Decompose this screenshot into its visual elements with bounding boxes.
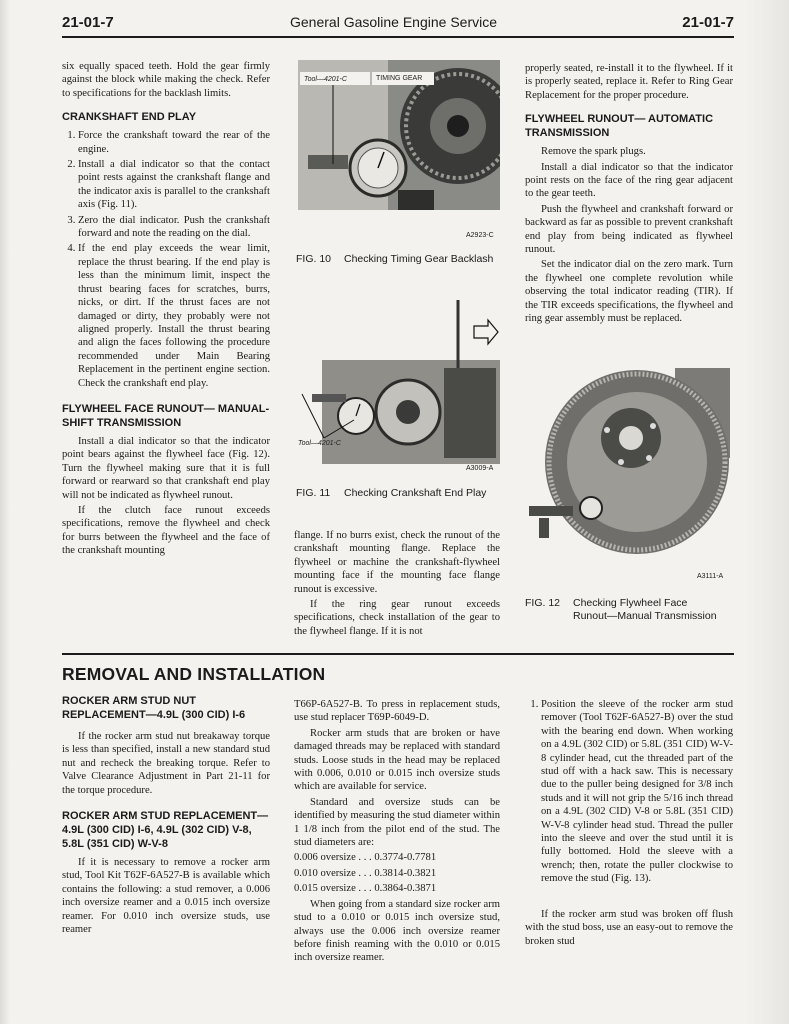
- fig11-title: Checking Crankshaft End Play: [344, 487, 487, 499]
- fig11-number: FIG. 11: [296, 487, 331, 499]
- column-1: [62, 60, 270, 560]
- fig10-code: A2923-C: [466, 232, 494, 239]
- fig10-caption: [296, 253, 506, 266]
- step-item: 2. Install a dial indicator so that the contact point rests against the crankshaft flange and the indicator axis is parallel to the crankshaft axis (Fig. 11).: [78, 158, 270, 212]
- removal-column-2: [294, 698, 500, 967]
- heading-flywheel-runout-auto: FLYWHEEL RUNOUT— AUTOMATIC TRANSMISSION: [525, 113, 714, 140]
- page-number-left: 21-01-7: [62, 14, 114, 31]
- paragraph: Set the indicator dial on the zero mark. Turn the flywheel one complete revolution while observing the total indicator reading (TIR). If the TIR exceeds specifications, the flywheel and ring gear assembly must be replaced.: [525, 259, 733, 325]
- column-2: [294, 529, 500, 640]
- page-left-shadow: [0, 0, 10, 1024]
- paragraph: Remove the spark plugs.: [541, 146, 646, 158]
- fig12-code: A3111-A: [697, 573, 724, 580]
- fig10-title: Checking Timing Gear Backlash: [344, 253, 494, 265]
- paragraph: Push the flywheel and crankshaft forward or backward as far as possible to prevent crankshaft end play from being indicated as flywheel runout.: [525, 203, 733, 256]
- heading-crankshaft-end-play: CRANKSHAFT END PLAY: [62, 111, 197, 124]
- page-right-shadow: [745, 0, 789, 1024]
- spec-line: 0.010 oversize . . . 0.3814-0.3821: [294, 867, 437, 879]
- column-3: [525, 62, 733, 328]
- paragraph: Standard and oversize studs can be identified by measuring the stud diameter within 1 1/8 inch from the pilot end of the stud. The stud diameters are:: [294, 796, 500, 849]
- step-item: 1. Force the crankshaft toward the rear of the engine.: [78, 129, 270, 156]
- spec-line: 0.015 oversize . . . 0.3864-0.3871: [294, 883, 437, 895]
- step-item: 1. Position the sleeve of the rocker arm stud remover (Tool T62F-6A527-B) over the stud with the bearing end down. When working on a 4.9L (302 CID) or 5.8L (351 CID) W-V-8 cylinder head, cut the threaded part of the stud off with a hack saw. This is necessary due to the puller being designed for 3/8 inch studs and it will not grip the 5/16 inch thread on a 4.9L (302 CID) V-8 or 5.8L (351 CID) W-V-8 cylinder head stud. Thread the puller into the sleeve and over the stud until it is fully bottomed. Hold the sleeve with a wrench; then, rotate the puller clockwise to remove the stud (Fig. 13).: [541, 698, 733, 886]
- fig10-number: FIG. 10: [296, 253, 332, 265]
- removal-column-3: [525, 698, 733, 950]
- paragraph: If the rocker arm stud was broken off flush with the stud boss, use an easy-out to remove the broken stud: [525, 908, 733, 947]
- paragraph: properly seated, re-install it to the flywheel. If it is properly seated, replace it. Refer to Ring Gear Replacement for the proper procedure.: [525, 63, 733, 101]
- fig12-title: Checking Flywheel Face Runout—Manual Transmission: [573, 597, 717, 622]
- section-heading-removal: REMOVAL AND INSTALLATION: [62, 664, 326, 684]
- fig11-caption: [296, 487, 506, 500]
- section-divider: [62, 653, 734, 655]
- fig12-flywheel-photo: [525, 368, 730, 566]
- heading-stud-replacement: ROCKER ARM STUD REPLACEMENT—4.9L (300 CID) I-6, 4.9L (302 CID) V-8, 5.8L (351 CID) W-V-8: [62, 810, 269, 851]
- paragraph: If the clutch face runout exceeds specifications, remove the flywheel and check for burrs between the flywheel and the face of the crankshaft mounting: [62, 504, 270, 557]
- removal-column-1: [62, 692, 270, 938]
- page-header: [62, 10, 734, 38]
- paragraph: Install a dial indicator so that the indicator point rests on the face of the ring gear adjacent to the gear teeth.: [525, 161, 733, 200]
- paragraph: T66P-6A527-B. To press in replacement studs, use stud replacer T69P-6049-D.: [294, 699, 500, 724]
- section-title: General Gasoline Engine Service: [290, 14, 498, 30]
- paragraph: If the ring gear runout exceeds specifications, check installation of the gear to the flywheel flange. If it is not: [294, 599, 500, 637]
- fig10-timing-gear-photo: [298, 60, 500, 220]
- fig10-gear-label: TIMING GEAR: [376, 75, 423, 82]
- page-number-right: 21-01-7: [682, 14, 734, 31]
- fig12-caption: [525, 597, 735, 623]
- paragraph: flange. If no burrs exist, check the runout of the crankshaft mounting flange. Replace the flywheel or machine the crankshaft-flywheel mounting face if the mounting face flange runout is excessive.: [294, 530, 500, 595]
- intro-paragraph: six equally spaced teeth. Hold the gear firmly against the block while making the check. Refer to specifications for the backlash limits.: [62, 61, 270, 99]
- paragraph: If the rocker arm stud nut breakaway torque is less than specified, install a new standard stud nut and recheck the breaking torque. Refer to Valve Clearance Adjustment in Part 21-11 for the torque procedure.: [62, 731, 270, 796]
- paragraph: Rocker arm studs that are broken or have damaged threads may be replaced with standard studs. Loose studs in the head may be replaced with 0.006, 0.010 or 0.015 inch oversize studs which are available for service.: [294, 727, 500, 793]
- fig11-code: A3009-A: [466, 465, 494, 472]
- fig11-tool-label: Tool—4201-C: [298, 440, 341, 447]
- paragraph: When going from a standard size rocker arm stud to a 0.010 or 0.015 inch oversize stud, always use the 0.006 inch oversize reamer before finish reaming with the 0.010 or 0.015 inch oversize reamer.: [294, 898, 500, 964]
- paragraph: If it is necessary to remove a rocker arm stud, Tool Kit T62F-6A527-B is available which contains the following: a stud remover, a 0.006 inch oversize reamer and a 0.015 inch oversize reamer. For 0.010 inch oversize studs, use reamer: [62, 857, 270, 936]
- paragraph: Install a dial indicator so that the indicator point bears against the flywheel face (Fig. 12). Turn the flywheel making sure that it is full forward or rearward so that crankshaft end play will not be indicated as flywheel runout.: [62, 435, 270, 501]
- heading-flywheel-face-runout: FLYWHEEL FACE RUNOUT— MANUAL-SHIFT TRANSMISSION: [62, 402, 270, 429]
- removal-steps: [525, 698, 733, 886]
- heading-stud-nut: ROCKER ARM STUD NUT REPLACEMENT—4.9L (300 CID) I-6: [62, 695, 246, 721]
- step-item: 4. If the end play exceeds the wear limit, replace the thrust bearing. If the end play is less than the minimum limit, inspect the thrust bearing faces for scratches, burrs, nicks, or dirt. If the thrust faces are not damaged or dirty, they probably were not aligned properly. Install the thrust bearing and align the faces following the procedure recommended under Main Bearing Replacement in the pertinent engine section. Check the crankshaft end play.: [78, 242, 270, 389]
- step-item: 3. Zero the dial indicator. Push the crankshaft forward and note the reading on the dial.: [78, 214, 270, 241]
- fig12-number: FIG. 12: [525, 597, 561, 609]
- end-play-steps: [62, 129, 270, 390]
- spec-line: 0.006 oversize . . . 0.3774-0.7781: [294, 852, 437, 864]
- fig10-tool-label: Tool—4201-C: [304, 76, 347, 83]
